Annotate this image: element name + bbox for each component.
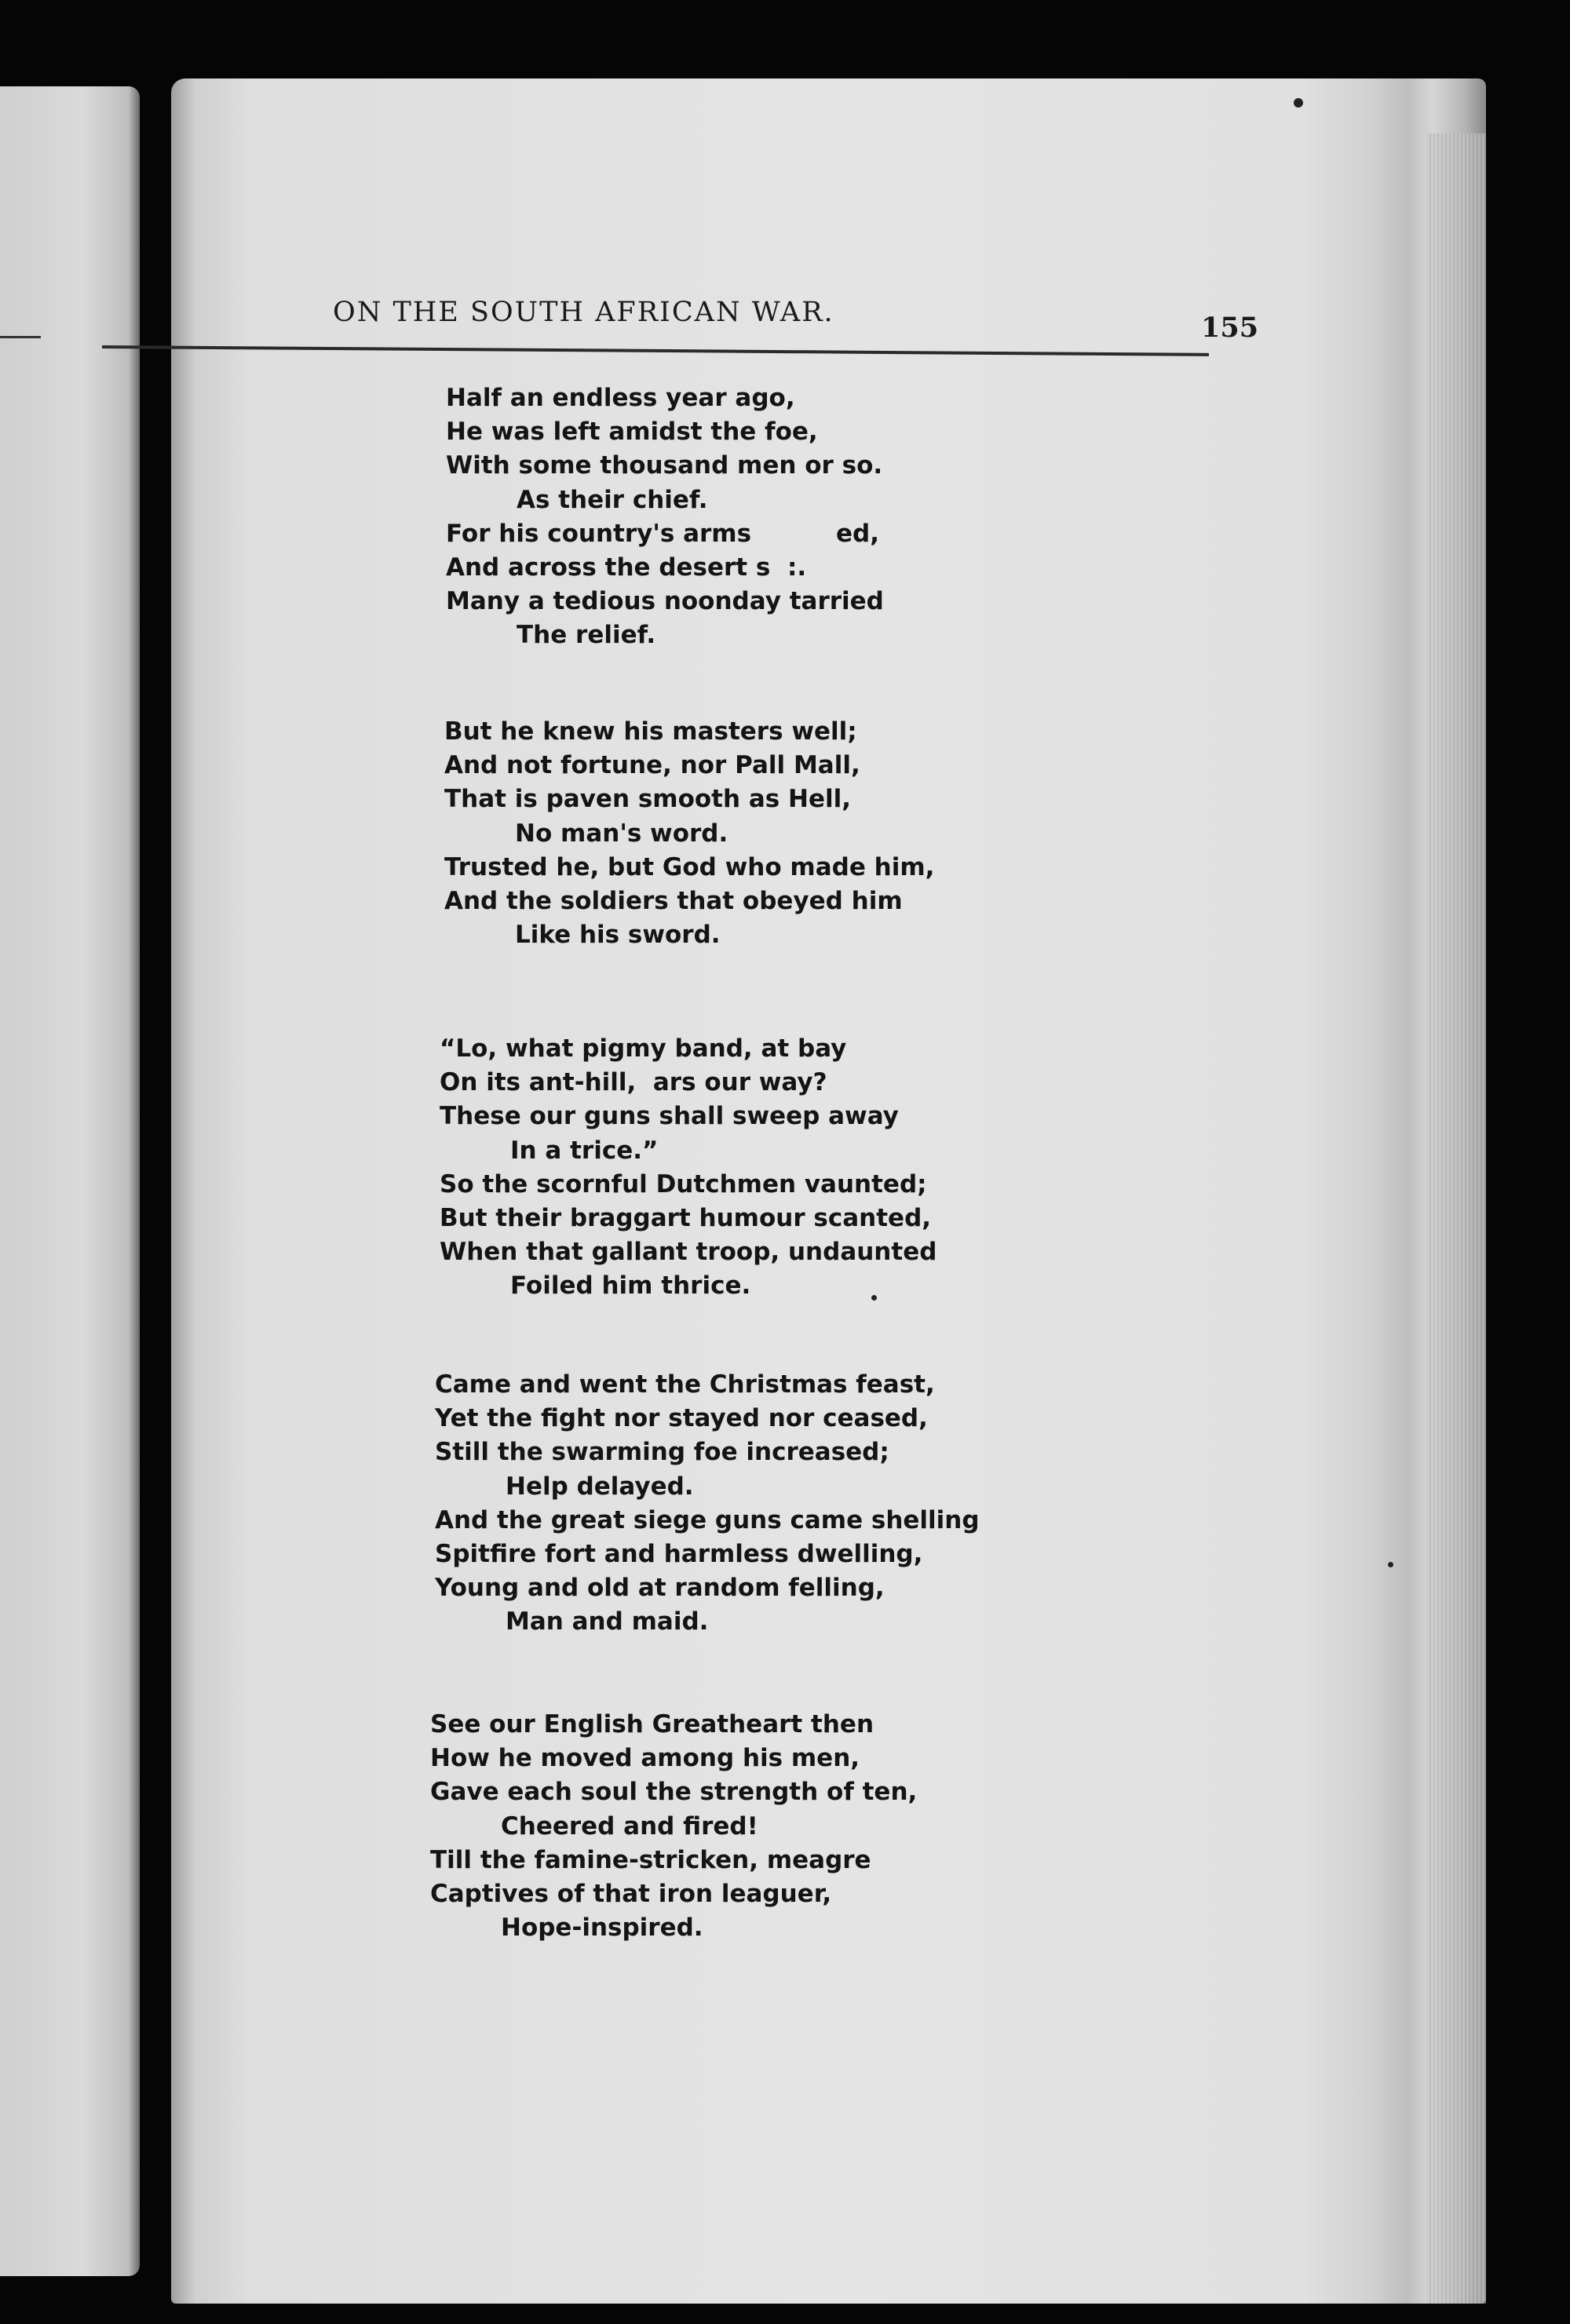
poem-line: No man's word. — [515, 819, 728, 848]
poem-line: But their braggart humour scanted, — [440, 1204, 932, 1232]
poem-line: “Lo, what pigmy band, at bay — [440, 1034, 847, 1063]
poem-line: And the soldiers that obeyed him — [444, 887, 903, 915]
poem-line: How he moved among his men, — [430, 1744, 860, 1773]
page-fore-edge — [1427, 133, 1486, 2304]
facing-page-rule — [0, 336, 41, 338]
poem-line: Half an endless year ago, — [446, 384, 795, 412]
poem-line: That is paven smooth as Hell, — [444, 785, 852, 814]
poem-line: These our guns shall sweep away — [440, 1102, 899, 1131]
poem-line: Gave each soul the strength of ten, — [430, 1778, 918, 1807]
poem-line: He was left amidst the foe, — [446, 418, 818, 447]
page-number: 155 — [1201, 312, 1259, 344]
poem-line: See our English Greatheart then — [430, 1710, 874, 1738]
poem-line: Till the famine-stricken, meagre — [430, 1845, 871, 1874]
poem-line: Spitfire fort and harmless dwelling, — [435, 1540, 923, 1568]
print-speck — [871, 1295, 877, 1301]
poem-line: Hope-inspired. — [501, 1914, 703, 1943]
poem-line: And across the desert s :. — [446, 553, 807, 582]
poem-line: Trusted he, but God who made him, — [444, 852, 935, 881]
poem-line: Captives of that iron leaguer, — [430, 1880, 832, 1908]
poem-line: Young and old at random felling, — [435, 1574, 885, 1603]
poem-line: Help delayed. — [506, 1472, 694, 1501]
poem-line: On its ant-hill, ars our way? — [440, 1068, 827, 1097]
facing-page-edge — [0, 86, 140, 2276]
poem-line: Still the swarming foe increased; — [435, 1438, 889, 1467]
poem-line: And not fortune, nor Pall Mall, — [444, 751, 860, 780]
poem-line: But he knew his masters well; — [444, 717, 857, 746]
poem-line: In a trice.” — [510, 1136, 659, 1165]
poem-line: So the scornful Dutchmen vaunted; — [440, 1169, 927, 1198]
poem-line: For his country's arms ed, — [446, 519, 879, 548]
poem-line: The relief. — [517, 621, 656, 650]
poem-line: Foiled him thrice. — [510, 1271, 751, 1301]
print-speck — [1388, 1562, 1393, 1567]
poem-line: And the great siege guns came shelling — [435, 1505, 980, 1534]
poem-line: Like his sword. — [515, 921, 721, 950]
poem-line: Came and went the Christmas feast, — [435, 1370, 935, 1399]
poem-line: As their chief. — [517, 485, 708, 514]
running-head: ON THE SOUTH AFRICAN WAR. — [333, 297, 834, 328]
print-speck — [1294, 98, 1303, 108]
poem-line: With some thousand men or so. — [446, 451, 883, 480]
poem-line: Many a tedious noonday tarried — [446, 587, 884, 616]
poem-line: When that gallant troop, undaunted — [440, 1238, 937, 1267]
poem-line: Yet the fight nor stayed nor ceased, — [435, 1404, 928, 1433]
poem-line: Cheered and fired! — [501, 1811, 758, 1841]
poem-line: Man and maid. — [506, 1607, 709, 1636]
